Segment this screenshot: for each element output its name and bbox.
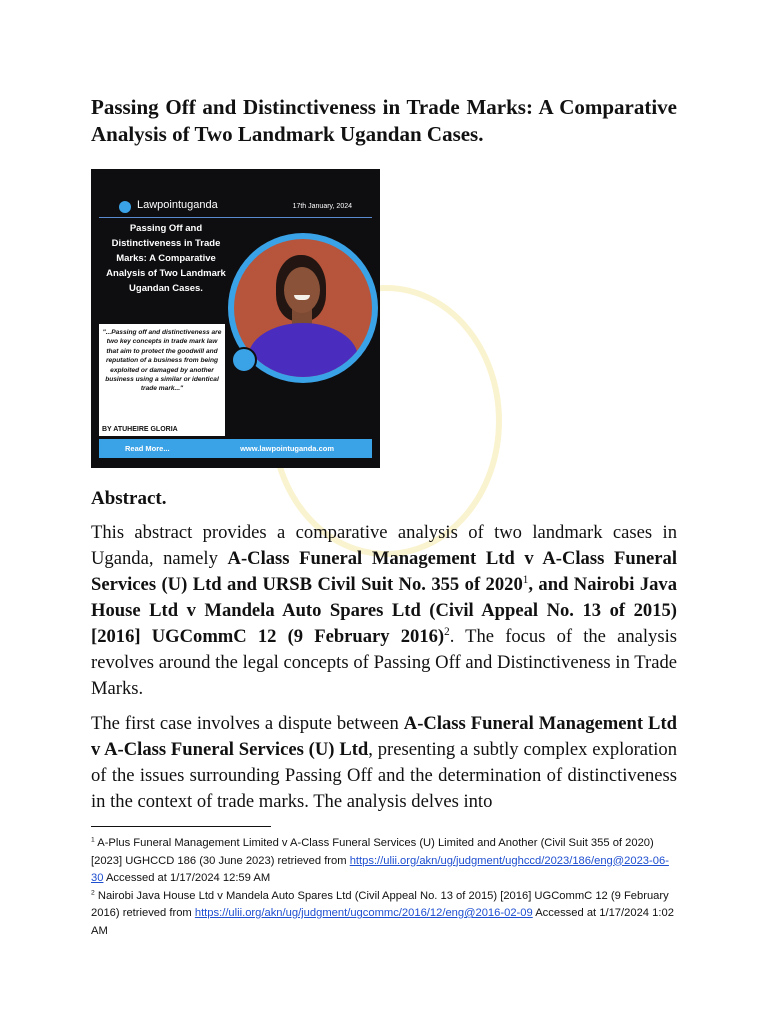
- p1-case-1: A-Class Funeral Management Ltd v A-Class Funeral Services (U) Ltd and URSB Civil Suit No. 355 of 2020: [91, 548, 677, 595]
- footnote-text: Nairobi Java House Ltd v Mandela Auto Spares Ltd (Civil Appeal No. 13 of 2015) [2016] UGCommC 12 (9 February 2016) retrieved from: [91, 889, 669, 919]
- p1-text-d: . The focus of the analysis revolves around the legal concepts of Passing Off and Distinctiveness in Trade Marks.: [91, 626, 677, 699]
- cover-cta-bar: [99, 439, 372, 458]
- footnote-number: 1: [91, 836, 95, 844]
- p2-case: A-Class Funeral Management Ltd v A-Class Funeral Services (U) Ltd: [91, 713, 677, 760]
- footnote-2: [91, 888, 681, 941]
- read-more-link[interactable]: Read More...: [125, 444, 170, 453]
- cover-date: 17th January, 2024: [292, 203, 352, 210]
- p2-text-c: , presenting a subtly complex exploration of the issues surrounding Passing Off and the determination of distinctiveness in the context of trade marks. The analysis delves into: [91, 739, 677, 812]
- p2-text-a: The first case involves a dispute between: [91, 713, 404, 734]
- footnote-ref-1[interactable]: 1: [522, 573, 529, 586]
- abstract-paragraph-2: [91, 711, 677, 815]
- decorative-circle-icon: [231, 347, 257, 373]
- website-url[interactable]: www.lawpointuganda.com: [240, 444, 334, 453]
- p1-case-2: , and Nairobi Java House Ltd v Mandela Auto Spares Ltd (Civil Appeal No. 13 of 2015) [2016] UGCommC 12 (9 February 2016): [91, 574, 678, 647]
- cover-title: Passing Off and Distinctiveness in Trade Marks: A Comparative Analysis of Two Landmark Ugandan Cases.: [106, 223, 226, 294]
- portrait-face: [284, 267, 320, 313]
- footnote-access: Accessed at 1/17/2024 12:59 AM: [103, 872, 271, 884]
- abstract-heading: Abstract.: [91, 488, 167, 509]
- cover-author: BY ATUHEIRE GLORIA: [102, 426, 178, 433]
- footnote-number: 2: [91, 888, 95, 896]
- portrait-dress: [248, 323, 358, 377]
- portrait-smile: [294, 295, 310, 300]
- p1-text-a: This abstract provides a comparative analysis of two landmark cases in Uganda, namely: [91, 522, 677, 569]
- footnote-divider: [91, 826, 271, 827]
- cover-quote: "...Passing off and distinctiveness are two key concepts in trade mark law that aim to protect the goodwill and reputation of a business from being exploited or damaged by another business using a similar or identical trade mark...": [102, 329, 222, 393]
- cover-brand: Lawpointuganda: [137, 199, 218, 211]
- cover-quote-box: [99, 324, 225, 436]
- footnote-access: Accessed at 1/17/2024 1:02 AM: [91, 907, 674, 937]
- footnote-link[interactable]: https://ulii.org/akn/ug/judgment/ughccd/2023/186/eng@2023-06-30: [91, 854, 669, 884]
- footnote-ref-2[interactable]: 2: [444, 625, 450, 638]
- cover-image: [91, 169, 380, 468]
- brand-dot-icon: [119, 201, 131, 213]
- footnote-1: [91, 835, 681, 888]
- footnote-text: A-Plus Funeral Management Limited v A-Class Funeral Services (U) Limited and Another (Civil Suit 355 of 2020) [2023] UGHCCD 186 (30 June 2023) retrieved from: [91, 837, 654, 867]
- footnotes: [91, 835, 681, 940]
- footnote-link[interactable]: https://ulii.org/akn/ug/judgment/ugcommc/2016/12/eng@2016-02-09: [194, 907, 533, 919]
- document-title: Passing Off and Distinctiveness in Trade Marks: A Comparative Analysis of Two Landmark Ugandan Cases.: [91, 95, 677, 146]
- abstract-paragraph-1: [91, 520, 677, 702]
- cover-divider: [99, 217, 372, 218]
